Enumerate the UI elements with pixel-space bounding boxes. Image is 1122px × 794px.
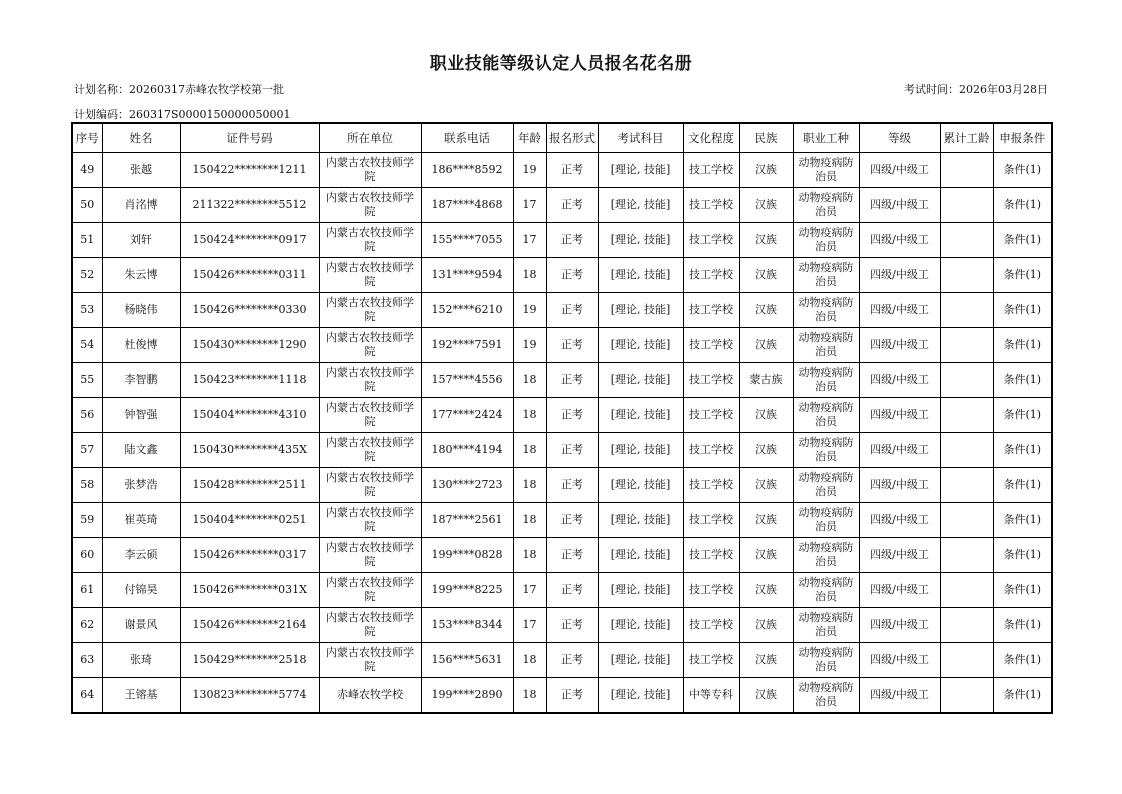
cell-occupation-text: 动物疫病防治员 [798, 331, 854, 358]
plan-name: 计划名称：20260317赤峰农牧学校第一批 [74, 83, 284, 96]
cell-subject: [理论, 技能] [598, 188, 683, 223]
cell-id-number: 150426********031X [180, 573, 319, 608]
cell-work-years [940, 433, 993, 468]
cell-subject: [理论, 技能] [598, 538, 683, 573]
cell-unit [319, 293, 421, 328]
cell-condition: 条件(1) [993, 433, 1052, 468]
cell-occupation [793, 188, 859, 223]
cell-ethnicity: 汉族 [739, 328, 793, 363]
cell-phone: 187****2561 [421, 503, 513, 538]
cell-education: 技工学校 [683, 363, 739, 398]
cell-unit-text: 内蒙古农牧技师学院 [326, 366, 414, 393]
col-header-condition: 申报条件 [993, 123, 1052, 153]
roster-table [71, 122, 1053, 714]
cell-ethnicity: 汉族 [739, 398, 793, 433]
cell-form: 正考 [546, 328, 598, 363]
cell-ethnicity: 汉族 [739, 503, 793, 538]
cell-occupation [793, 573, 859, 608]
cell-no: 62 [72, 608, 102, 643]
cell-subject: [理论, 技能] [598, 573, 683, 608]
col-header-phone: 联系电话 [421, 123, 513, 153]
cell-education: 技工学校 [683, 153, 739, 188]
cell-work-years [940, 258, 993, 293]
table-row [72, 608, 1052, 643]
cell-unit [319, 538, 421, 573]
cell-id-number: 150422********1211 [180, 153, 319, 188]
table-row [72, 328, 1052, 363]
cell-unit [319, 223, 421, 258]
cell-unit [319, 153, 421, 188]
cell-occupation [793, 363, 859, 398]
cell-unit [319, 608, 421, 643]
cell-education: 技工学校 [683, 608, 739, 643]
cell-no: 64 [72, 678, 102, 714]
cell-age: 18 [513, 538, 546, 573]
cell-age: 18 [513, 468, 546, 503]
cell-id-number: 130823********5774 [180, 678, 319, 714]
cell-form: 正考 [546, 258, 598, 293]
cell-work-years [940, 153, 993, 188]
cell-age: 18 [513, 398, 546, 433]
cell-unit [319, 188, 421, 223]
cell-name: 李云硕 [102, 538, 180, 573]
cell-occupation [793, 293, 859, 328]
header-row [72, 123, 1052, 153]
cell-education: 技工学校 [683, 468, 739, 503]
cell-form: 正考 [546, 643, 598, 678]
cell-name: 李智鹏 [102, 363, 180, 398]
cell-age: 18 [513, 433, 546, 468]
cell-name: 朱云博 [102, 258, 180, 293]
cell-work-years [940, 328, 993, 363]
cell-form: 正考 [546, 573, 598, 608]
cell-subject: [理论, 技能] [598, 678, 683, 714]
cell-ethnicity: 汉族 [739, 188, 793, 223]
cell-no: 58 [72, 468, 102, 503]
cell-level: 四级/中级工 [859, 573, 940, 608]
cell-id-number: 150423********1118 [180, 363, 319, 398]
cell-id-number: 150426********0311 [180, 258, 319, 293]
cell-occupation [793, 433, 859, 468]
cell-form: 正考 [546, 538, 598, 573]
cell-name: 谢景风 [102, 608, 180, 643]
cell-phone: 187****4868 [421, 188, 513, 223]
cell-id-number: 150426********0330 [180, 293, 319, 328]
cell-name: 肖洺博 [102, 188, 180, 223]
cell-ethnicity: 汉族 [739, 678, 793, 714]
cell-work-years [940, 573, 993, 608]
col-header-work-years: 累计工龄 [940, 123, 993, 153]
cell-unit-text: 内蒙古农牧技师学院 [326, 226, 414, 253]
cell-unit [319, 398, 421, 433]
cell-condition: 条件(1) [993, 608, 1052, 643]
cell-level: 四级/中级工 [859, 608, 940, 643]
cell-name: 张越 [102, 153, 180, 188]
plan-code: 计划编码：260317S0000150000050001 [74, 108, 291, 121]
cell-education: 技工学校 [683, 433, 739, 468]
cell-form: 正考 [546, 223, 598, 258]
cell-condition: 条件(1) [993, 258, 1052, 293]
cell-no: 57 [72, 433, 102, 468]
cell-unit [319, 433, 421, 468]
col-header-education: 文化程度 [683, 123, 739, 153]
cell-id-number: 211322********5512 [180, 188, 319, 223]
cell-ethnicity: 汉族 [739, 433, 793, 468]
col-header-ethnicity: 民族 [739, 123, 793, 153]
cell-work-years [940, 503, 993, 538]
table-row [72, 188, 1052, 223]
col-header-level: 等级 [859, 123, 940, 153]
cell-subject: [理论, 技能] [598, 643, 683, 678]
cell-form: 正考 [546, 503, 598, 538]
table-row [72, 258, 1052, 293]
cell-occupation-text: 动物疫病防治员 [798, 226, 854, 253]
cell-condition: 条件(1) [993, 328, 1052, 363]
cell-name: 杜俊博 [102, 328, 180, 363]
table-row [72, 433, 1052, 468]
table-row [72, 398, 1052, 433]
cell-occupation-text: 动物疫病防治员 [798, 436, 854, 463]
cell-occupation-text: 动物疫病防治员 [798, 611, 854, 638]
cell-name: 张梦浩 [102, 468, 180, 503]
cell-no: 55 [72, 363, 102, 398]
cell-level: 四级/中级工 [859, 433, 940, 468]
cell-no: 61 [72, 573, 102, 608]
table-row [72, 538, 1052, 573]
cell-name: 杨晓伟 [102, 293, 180, 328]
cell-no: 60 [72, 538, 102, 573]
cell-unit [319, 468, 421, 503]
cell-name: 崔英琦 [102, 503, 180, 538]
cell-occupation [793, 328, 859, 363]
cell-occupation-text: 动物疫病防治员 [798, 541, 854, 568]
col-header-age: 年龄 [513, 123, 546, 153]
cell-age: 17 [513, 188, 546, 223]
cell-occupation-text: 动物疫病防治员 [798, 156, 854, 183]
cell-occupation-text: 动物疫病防治员 [798, 681, 854, 708]
cell-occupation-text: 动物疫病防治员 [798, 191, 854, 218]
cell-form: 正考 [546, 153, 598, 188]
cell-education: 技工学校 [683, 223, 739, 258]
cell-level: 四级/中级工 [859, 363, 940, 398]
cell-id-number: 150428********2511 [180, 468, 319, 503]
cell-level: 四级/中级工 [859, 538, 940, 573]
col-header-subject: 考试科目 [598, 123, 683, 153]
cell-ethnicity: 汉族 [739, 153, 793, 188]
cell-id-number: 150426********2164 [180, 608, 319, 643]
cell-occupation [793, 468, 859, 503]
cell-id-number: 150429********2518 [180, 643, 319, 678]
cell-unit-text: 内蒙古农牧技师学院 [326, 296, 414, 323]
table-row [72, 363, 1052, 398]
cell-education: 技工学校 [683, 188, 739, 223]
cell-unit [319, 678, 421, 714]
cell-occupation [793, 223, 859, 258]
cell-name: 陆文鑫 [102, 433, 180, 468]
cell-id-number: 150426********0317 [180, 538, 319, 573]
cell-work-years [940, 678, 993, 714]
page-title: 职业技能等级认定人员报名花名册 [429, 54, 693, 74]
cell-ethnicity: 汉族 [739, 608, 793, 643]
cell-occupation [793, 258, 859, 293]
cell-age: 18 [513, 363, 546, 398]
cell-phone: 186****8592 [421, 153, 513, 188]
cell-work-years [940, 608, 993, 643]
cell-level: 四级/中级工 [859, 293, 940, 328]
cell-condition: 条件(1) [993, 678, 1052, 714]
cell-occupation [793, 503, 859, 538]
cell-name: 刘轩 [102, 223, 180, 258]
cell-work-years [940, 188, 993, 223]
cell-occupation [793, 538, 859, 573]
cell-no: 50 [72, 188, 102, 223]
cell-level: 四级/中级工 [859, 258, 940, 293]
cell-id-number: 150424********0917 [180, 223, 319, 258]
cell-occupation-text: 动物疫病防治员 [798, 401, 854, 428]
cell-subject: [理论, 技能] [598, 503, 683, 538]
cell-subject: [理论, 技能] [598, 468, 683, 503]
cell-work-years [940, 223, 993, 258]
col-header-form: 报名形式 [546, 123, 598, 153]
cell-subject: [理论, 技能] [598, 293, 683, 328]
cell-age: 18 [513, 258, 546, 293]
cell-subject: [理论, 技能] [598, 258, 683, 293]
cell-unit-text: 内蒙古农牧技师学院 [326, 506, 414, 533]
exam-time: 考试时间：2026年03月28日 [904, 83, 1048, 96]
cell-condition: 条件(1) [993, 503, 1052, 538]
col-header-name: 姓名 [102, 123, 180, 153]
cell-unit [319, 643, 421, 678]
cell-age: 18 [513, 678, 546, 714]
cell-unit-text: 内蒙古农牧技师学院 [326, 191, 414, 218]
cell-no: 51 [72, 223, 102, 258]
cell-level: 四级/中级工 [859, 188, 940, 223]
cell-condition: 条件(1) [993, 223, 1052, 258]
cell-unit-text: 内蒙古农牧技师学院 [326, 436, 414, 463]
table-row [72, 293, 1052, 328]
cell-age: 19 [513, 153, 546, 188]
cell-name: 王镕基 [102, 678, 180, 714]
cell-age: 19 [513, 328, 546, 363]
cell-education: 技工学校 [683, 573, 739, 608]
cell-no: 59 [72, 503, 102, 538]
cell-form: 正考 [546, 433, 598, 468]
cell-name: 张琦 [102, 643, 180, 678]
cell-ethnicity: 汉族 [739, 468, 793, 503]
cell-subject: [理论, 技能] [598, 398, 683, 433]
cell-unit [319, 363, 421, 398]
cell-subject: [理论, 技能] [598, 433, 683, 468]
cell-phone: 199****2890 [421, 678, 513, 714]
cell-level: 四级/中级工 [859, 678, 940, 714]
cell-occupation [793, 153, 859, 188]
cell-phone: 157****4556 [421, 363, 513, 398]
col-header-no: 序号 [72, 123, 102, 153]
cell-ethnicity: 蒙古族 [739, 363, 793, 398]
cell-unit-text: 内蒙古农牧技师学院 [326, 401, 414, 428]
col-header-unit: 所在单位 [319, 123, 421, 153]
cell-ethnicity: 汉族 [739, 573, 793, 608]
table-row [72, 468, 1052, 503]
cell-form: 正考 [546, 363, 598, 398]
cell-id-number: 150404********4310 [180, 398, 319, 433]
cell-no: 49 [72, 153, 102, 188]
cell-education: 技工学校 [683, 328, 739, 363]
cell-form: 正考 [546, 608, 598, 643]
cell-occupation [793, 608, 859, 643]
cell-education: 技工学校 [683, 258, 739, 293]
cell-phone: 156****5631 [421, 643, 513, 678]
cell-form: 正考 [546, 678, 598, 714]
cell-occupation-text: 动物疫病防治员 [798, 296, 854, 323]
cell-level: 四级/中级工 [859, 398, 940, 433]
table-row [72, 223, 1052, 258]
col-header-occupation: 职业工种 [793, 123, 859, 153]
cell-subject: [理论, 技能] [598, 328, 683, 363]
cell-age: 18 [513, 503, 546, 538]
cell-unit [319, 258, 421, 293]
cell-no: 56 [72, 398, 102, 433]
cell-age: 19 [513, 293, 546, 328]
cell-work-years [940, 468, 993, 503]
col-header-id: 证件号码 [180, 123, 319, 153]
table-row [72, 503, 1052, 538]
cell-education: 中等专科 [683, 678, 739, 714]
table-row [72, 678, 1052, 714]
cell-ethnicity: 汉族 [739, 223, 793, 258]
cell-no: 52 [72, 258, 102, 293]
cell-unit [319, 328, 421, 363]
cell-occupation [793, 678, 859, 714]
cell-subject: [理论, 技能] [598, 153, 683, 188]
cell-education: 技工学校 [683, 503, 739, 538]
cell-age: 17 [513, 608, 546, 643]
cell-name: 钟智强 [102, 398, 180, 433]
cell-form: 正考 [546, 468, 598, 503]
cell-condition: 条件(1) [993, 573, 1052, 608]
cell-occupation [793, 398, 859, 433]
cell-subject: [理论, 技能] [598, 363, 683, 398]
cell-form: 正考 [546, 293, 598, 328]
cell-no: 54 [72, 328, 102, 363]
cell-work-years [940, 363, 993, 398]
cell-work-years [940, 398, 993, 433]
cell-unit-text: 内蒙古农牧技师学院 [326, 471, 414, 498]
cell-name: 付锦昊 [102, 573, 180, 608]
cell-phone: 152****6210 [421, 293, 513, 328]
table-row [72, 153, 1052, 188]
cell-unit-text: 赤峰农牧学校 [337, 688, 403, 701]
roster-body [72, 153, 1052, 714]
cell-unit [319, 573, 421, 608]
cell-work-years [940, 538, 993, 573]
cell-unit [319, 503, 421, 538]
cell-unit-text: 内蒙古农牧技师学院 [326, 576, 414, 603]
cell-occupation-text: 动物疫病防治员 [798, 366, 854, 393]
cell-condition: 条件(1) [993, 468, 1052, 503]
cell-level: 四级/中级工 [859, 643, 940, 678]
cell-unit-text: 内蒙古农牧技师学院 [326, 646, 414, 673]
cell-id-number: 150404********0251 [180, 503, 319, 538]
cell-level: 四级/中级工 [859, 468, 940, 503]
cell-id-number: 150430********1290 [180, 328, 319, 363]
cell-phone: 153****8344 [421, 608, 513, 643]
cell-subject: [理论, 技能] [598, 608, 683, 643]
cell-education: 技工学校 [683, 398, 739, 433]
cell-phone: 130****2723 [421, 468, 513, 503]
cell-condition: 条件(1) [993, 188, 1052, 223]
cell-id-number: 150430********435X [180, 433, 319, 468]
cell-ethnicity: 汉族 [739, 643, 793, 678]
cell-level: 四级/中级工 [859, 503, 940, 538]
cell-level: 四级/中级工 [859, 153, 940, 188]
cell-occupation-text: 动物疫病防治员 [798, 506, 854, 533]
cell-ethnicity: 汉族 [739, 538, 793, 573]
table-row [72, 573, 1052, 608]
cell-condition: 条件(1) [993, 293, 1052, 328]
cell-unit-text: 内蒙古农牧技师学院 [326, 261, 414, 288]
cell-age: 17 [513, 573, 546, 608]
cell-condition: 条件(1) [993, 643, 1052, 678]
cell-phone: 131****9594 [421, 258, 513, 293]
cell-form: 正考 [546, 188, 598, 223]
cell-condition: 条件(1) [993, 363, 1052, 398]
cell-occupation-text: 动物疫病防治员 [798, 261, 854, 288]
cell-level: 四级/中级工 [859, 328, 940, 363]
cell-education: 技工学校 [683, 643, 739, 678]
cell-age: 17 [513, 223, 546, 258]
cell-unit-text: 内蒙古农牧技师学院 [326, 331, 414, 358]
cell-work-years [940, 293, 993, 328]
cell-ethnicity: 汉族 [739, 258, 793, 293]
table-row [72, 643, 1052, 678]
cell-education: 技工学校 [683, 293, 739, 328]
cell-subject: [理论, 技能] [598, 223, 683, 258]
cell-phone: 199****0828 [421, 538, 513, 573]
cell-phone: 180****4194 [421, 433, 513, 468]
cell-work-years [940, 643, 993, 678]
cell-no: 63 [72, 643, 102, 678]
cell-age: 18 [513, 643, 546, 678]
cell-condition: 条件(1) [993, 153, 1052, 188]
cell-no: 53 [72, 293, 102, 328]
cell-condition: 条件(1) [993, 398, 1052, 433]
cell-unit-text: 内蒙古农牧技师学院 [326, 541, 414, 568]
cell-occupation-text: 动物疫病防治员 [798, 646, 854, 673]
cell-ethnicity: 汉族 [739, 293, 793, 328]
cell-phone: 199****8225 [421, 573, 513, 608]
cell-occupation [793, 643, 859, 678]
cell-level: 四级/中级工 [859, 223, 940, 258]
cell-condition: 条件(1) [993, 538, 1052, 573]
cell-occupation-text: 动物疫病防治员 [798, 576, 854, 603]
cell-occupation-text: 动物疫病防治员 [798, 471, 854, 498]
cell-phone: 177****2424 [421, 398, 513, 433]
cell-education: 技工学校 [683, 538, 739, 573]
cell-form: 正考 [546, 398, 598, 433]
cell-unit-text: 内蒙古农牧技师学院 [326, 611, 414, 638]
cell-phone: 192****7591 [421, 328, 513, 363]
cell-unit-text: 内蒙古农牧技师学院 [326, 156, 414, 183]
cell-phone: 155****7055 [421, 223, 513, 258]
